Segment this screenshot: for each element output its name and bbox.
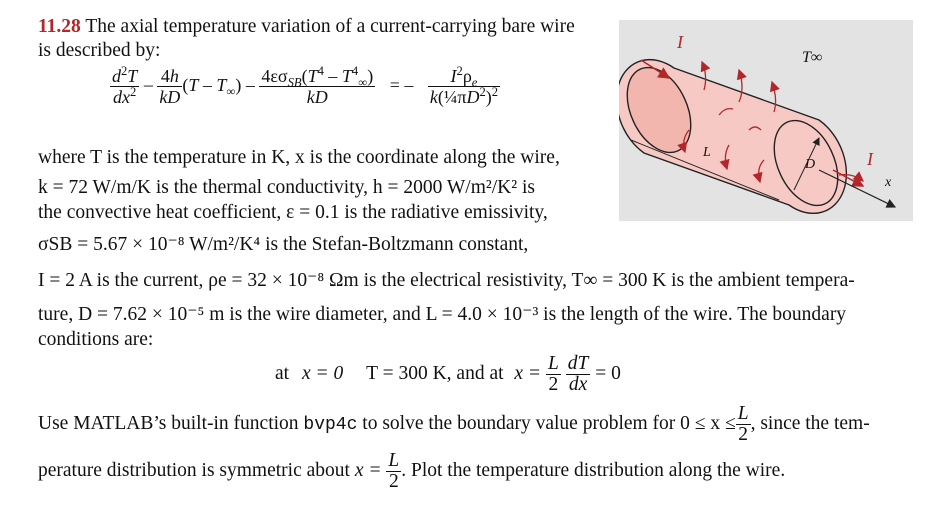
- eq-term-4h-kD: $\frac{4h}{kD}$: [159, 66, 181, 107]
- label-L: L: [703, 145, 711, 160]
- eq-term-radiation: $\frac{4\varepsilon\sigma_{SB}(T^4 - T^4_\infty)}{kD}$: [261, 64, 374, 107]
- sym-L-over-2: $\frac{L}{2}$: [388, 450, 400, 492]
- intro-text-1: The axial temperature variation of a current-carrying bare wire: [85, 16, 575, 37]
- problem-number: 11.28: [38, 16, 81, 37]
- instruction-line-2: perature distribution is symmetric about x = $\frac{L}{2}$ . Plot the temperature distribution along the wire.: [38, 450, 786, 492]
- wire-figure: [619, 20, 913, 221]
- eq-term-joule: $\frac{I^2\rho_e}{k(\frac{1}{4}\pi D^2)^2}$: [429, 64, 499, 107]
- problem-intro-line1: [38, 15, 575, 39]
- bvp4c-code: bvp4c: [303, 414, 358, 435]
- label-x: x: [885, 175, 892, 190]
- where-line-3: the convective heat coefficient, ε = 0.1 is the radiative emissivity,: [38, 202, 548, 223]
- bc-L-over-2: $\frac{L}{2}$: [547, 353, 559, 395]
- wire-diagram: [619, 20, 913, 221]
- where-line-7: conditions are:: [38, 329, 154, 350]
- instruction-line-1: Use MATLAB’s built-in function bvp4c to solve the boundary value problem for 0 ≤ x ≤ $\frac{L}{2}$ , since the tem-: [38, 403, 870, 445]
- where-line-4: σSB = 5.67 × 10⁻⁸ W/m²/K⁴ is the Stefan-Boltzmann constant,: [38, 234, 529, 255]
- where-line-2: k = 72 W/m/K is the thermal conductivity, h = 2000 W/m²/K² is: [38, 177, 535, 198]
- boundary-conditions: at x = 0 T = 300 K, and at x = $\frac{L}{2}$ $\frac{dT}{dx}$ = 0: [275, 353, 621, 395]
- bc-dT-dx: $\frac{dT}{dx}$: [567, 353, 589, 395]
- label-I-left: I: [677, 32, 683, 52]
- intro-text-2: is described by:: [38, 40, 161, 61]
- label-T-inf: T∞: [802, 49, 823, 66]
- label-D: D: [805, 157, 816, 172]
- label-I-right: I: [867, 149, 873, 169]
- where-line-6: ture, D = 7.62 × 10⁻⁵ m is the wire diameter, and L = 4.0 × 10⁻³ is the length of the wire. The boundary: [38, 304, 847, 325]
- range-L-over-2: $\frac{L}{2}$: [737, 403, 749, 445]
- where-line-5: I = 2 A is the current, ρe = 32 × 10⁻⁸ Ωm is the electrical resistivity, T∞ = 300 K is the ambient tempera-: [38, 270, 855, 291]
- governing-equation: $\frac{d^2T}{dx^2}$ – $\frac{4h}{kD}$ $(T - T_\infty)$ – $\frac{4\varepsilon\sigma_{SB}(T^4 - T^4_\infty)}{kD}$ = – $\frac{I^2\rho_e}{k(\frac{1}{4}\pi D^2)^2}$: [112, 64, 499, 107]
- eq-term-d2T: $\frac{d^2T}{dx^2}$: [112, 64, 138, 107]
- where-line-1: where T is the temperature in K, x is the coordinate along the wire,: [38, 147, 560, 168]
